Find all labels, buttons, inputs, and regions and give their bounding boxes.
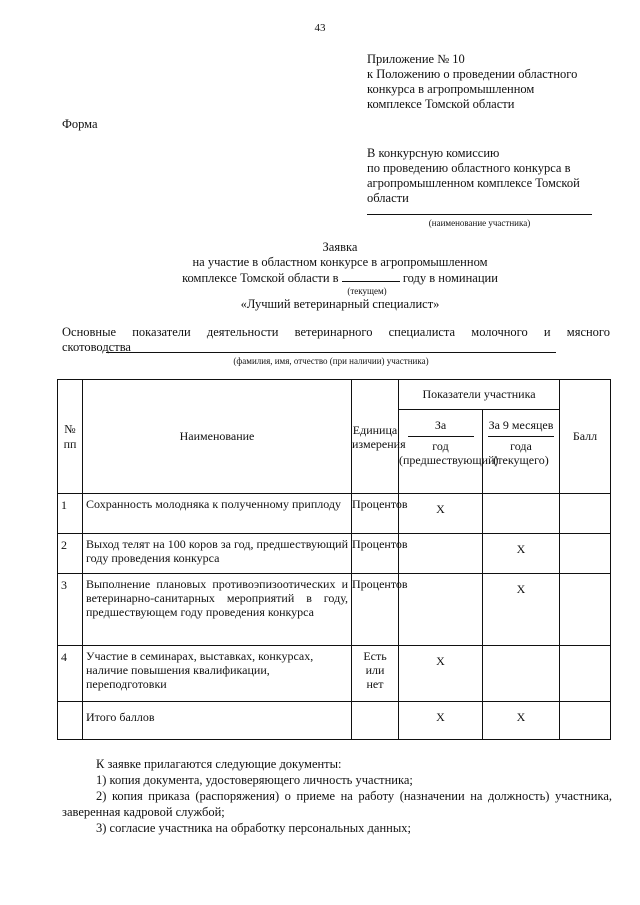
header-score: Балл — [560, 380, 611, 494]
addressee-line: области — [367, 191, 409, 205]
row-num: 1 — [58, 494, 83, 534]
header-prev-top: За — [434, 418, 447, 432]
row-unit: Процентов — [352, 574, 399, 646]
header-prev-year — [399, 410, 499, 494]
header-unit: Единица измерения — [352, 380, 399, 494]
attachment-item: 3) согласие участника на обработку персональных данных; — [96, 821, 411, 835]
row-unit: Процентов — [352, 494, 399, 534]
title-heading: Заявка — [322, 240, 358, 254]
addressee-line: В конкурсную комиссию — [367, 146, 500, 160]
form-label: Форма — [62, 117, 98, 131]
row-unit: Есть или нет — [352, 646, 399, 702]
application-title — [0, 240, 640, 286]
nomination-title: «Лучший ветеринарный специалист» — [240, 297, 440, 311]
row-cur-value[interactable] — [483, 494, 560, 534]
table-row — [58, 494, 611, 534]
participant-name-line[interactable] — [367, 214, 592, 215]
title-line: на участие в областном конкурсе в агропромышленном — [192, 255, 488, 269]
header-name: Наименование — [83, 380, 352, 494]
header-cur-year — [483, 410, 560, 494]
row-prev-value[interactable] — [399, 574, 483, 646]
row-unit — [352, 702, 399, 740]
appendix-line: конкурса в агропромышленном — [367, 82, 535, 96]
title-line-pre: комплексе Томской области в — [182, 271, 339, 285]
fio-line[interactable] — [106, 352, 556, 353]
row-unit: Процентов — [352, 534, 399, 574]
attachments-block — [62, 756, 612, 836]
row-prev-value[interactable]: Х — [399, 494, 483, 534]
header-cur-rule — [488, 436, 554, 437]
header-num: № пп — [58, 380, 83, 494]
row-name: Выполнение плановых противоэпизоотических и ветеринарно-санитарных мероприятий в году, предшествующем году проведения конкурса — [83, 574, 352, 646]
appendix-line: Приложение № 10 — [367, 52, 465, 66]
header-participant: Показатели участника — [399, 380, 560, 410]
row-name: Выход телят на 100 коров за год, предшествующий году проведения конкурса — [83, 534, 352, 574]
indicators-line: Основные показатели деятельности ветеринарного специалиста молочного и мясного — [62, 325, 610, 339]
attachments-intro: К заявке прилагаются следующие документы: — [96, 757, 342, 771]
row-num — [58, 702, 83, 740]
page-number: 43 — [314, 22, 326, 34]
row-name: Участие в семинарах, выставках, конкурсах, наличие повышения квалификации, переподготовки — [83, 646, 352, 702]
table-row — [58, 534, 611, 574]
table-row — [58, 574, 611, 646]
addressee-line: по проведению областного конкурса в — [367, 161, 571, 175]
row-prev-value[interactable]: Х — [399, 646, 483, 702]
fio-label: (фамилия, имя, отчество (при наличии) участника) — [233, 356, 429, 366]
row-num: 4 — [58, 646, 83, 702]
row-num: 3 — [58, 574, 83, 646]
row-score[interactable] — [560, 534, 611, 574]
row-prev-value[interactable]: Х — [399, 702, 483, 740]
header-prev-bottom: год (предшествующий) — [399, 439, 499, 467]
header-prev-rule — [408, 436, 474, 437]
row-num: 2 — [58, 534, 83, 574]
row-name: Итого баллов — [83, 702, 352, 740]
row-score[interactable] — [560, 646, 611, 702]
row-name: Сохранность молодняка к полученному приплоду — [83, 494, 352, 534]
indicators-line-2: скотоводства — [62, 340, 131, 354]
appendix-line: к Положению о проведении областного — [367, 67, 578, 81]
title-line-post: году в номинации — [402, 271, 498, 285]
appendix-line: комплексе Томской области — [367, 97, 515, 111]
appendix-block — [367, 52, 617, 112]
header-cur-bottom: года (текущего) — [493, 439, 549, 467]
year-blank[interactable] — [342, 270, 400, 282]
addressee-block — [367, 146, 607, 206]
indicators-table — [57, 379, 611, 740]
table-row-total — [58, 702, 611, 740]
row-cur-value[interactable] — [483, 646, 560, 702]
addressee-line: агропромышленном комплексе Томской — [367, 176, 580, 190]
attachment-item: 2) копия приказа (распоряжения) о приеме на работу (назначении на должность) участника, заверенная кадровой службой; — [62, 789, 612, 819]
row-score[interactable] — [560, 494, 611, 534]
title-line — [0, 270, 640, 286]
row-cur-value[interactable]: Х — [483, 702, 560, 740]
current-year-label: (текущем) — [347, 286, 387, 296]
row-cur-value[interactable]: Х — [483, 574, 560, 646]
row-score[interactable] — [560, 702, 611, 740]
table-row — [58, 646, 611, 702]
header-cur-top: За 9 месяцев — [488, 418, 554, 432]
row-score[interactable] — [560, 574, 611, 646]
row-prev-value[interactable] — [399, 534, 483, 574]
row-cur-value[interactable]: Х — [483, 534, 560, 574]
attachment-item: 1) копия документа, удостоверяющего личность участника; — [96, 773, 413, 787]
participant-name-label: (наименование участника) — [428, 218, 531, 228]
